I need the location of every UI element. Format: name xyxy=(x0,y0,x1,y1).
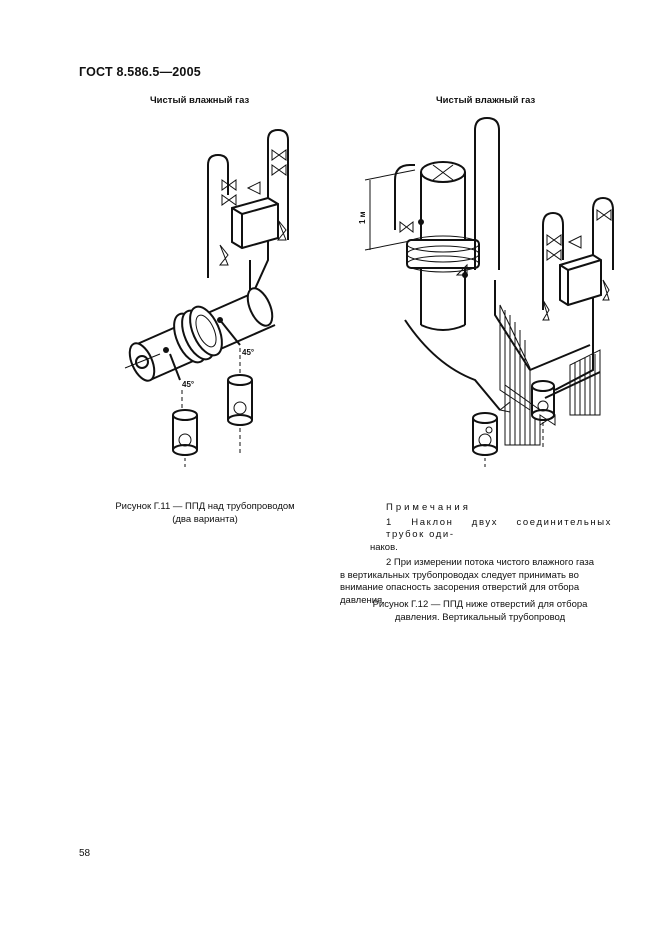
orifice-flange xyxy=(168,302,229,367)
note2-line1: 2 При измерении потока чистого влажного газа xyxy=(386,557,595,568)
figure12-drawing xyxy=(355,110,615,470)
notes-title: Примечания xyxy=(386,502,471,513)
note1-line2: наков. xyxy=(370,541,398,553)
notes-block xyxy=(340,502,612,607)
condensate-vessel-left xyxy=(173,410,197,468)
figure12-caption-line1: Рисунок Г.12 — ППД ниже отверстий для отбора xyxy=(372,599,588,610)
page-number: 58 xyxy=(79,848,91,859)
note2-line3: внимание опасность засорения отверстий для отбора xyxy=(340,582,580,593)
condensate-vessel-left xyxy=(473,413,497,468)
note2-line2: в вертикальных трубопроводах следует принимать во xyxy=(340,569,579,581)
note1-line1: 1 Наклон двух соединительных трубок оди- xyxy=(386,516,612,540)
note2-line4: давления. xyxy=(340,594,385,606)
figure11-top-label: Чистый влажный газ xyxy=(150,95,250,106)
orifice-flange xyxy=(407,236,479,272)
impulse-line-right xyxy=(268,130,288,180)
figure11-drawing xyxy=(110,110,310,470)
dimension-1m xyxy=(358,170,415,250)
figure12-top-label: Чистый влажный газ xyxy=(436,95,536,106)
condensate-vessel-right xyxy=(228,375,252,455)
dimension-label: 1 м xyxy=(358,211,367,224)
figure12-caption-line2: давления. Вертикальный трубопровод xyxy=(394,612,566,623)
pressure-transmitter xyxy=(232,198,278,248)
figure11-caption-line2: (два варианта) xyxy=(172,514,238,525)
figure11-caption-line1: Рисунок Г.11 — ППД над трубопроводом xyxy=(115,501,295,512)
document-header: ГОСТ 8.586.5—2005 xyxy=(79,65,201,79)
angle-label-1: 45° xyxy=(242,348,255,357)
angle-label-2: 45° xyxy=(182,380,195,389)
pressure-transmitter xyxy=(560,255,601,305)
